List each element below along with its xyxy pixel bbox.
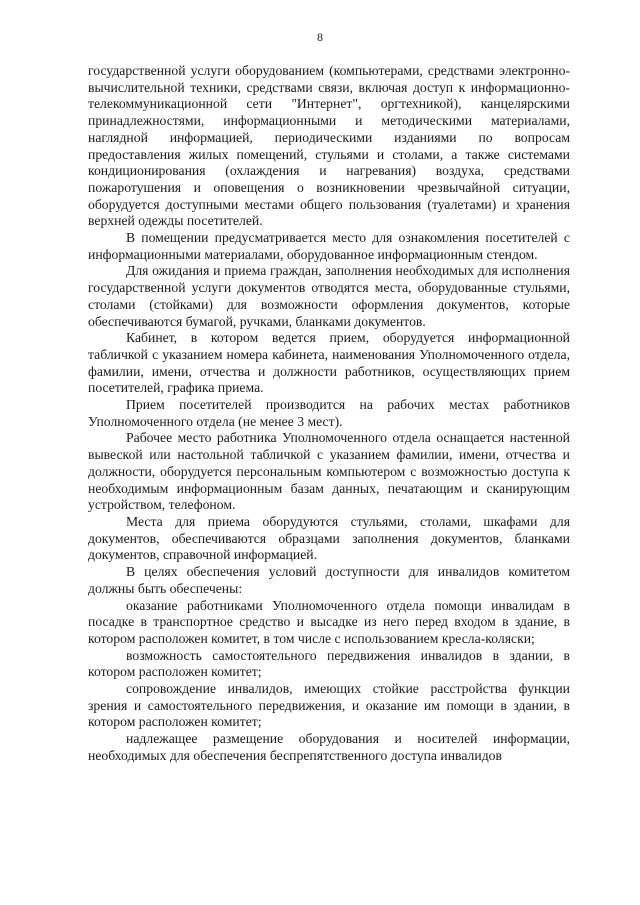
list-item-paragraph: оказание работниками Уполномоченного отдела помощи инвалидам в посадке в транспортное средство и высадке из него перед входом в здание, в котором расположен комитет, в том числе с использованием кресла-коляски; (88, 597, 570, 646)
paragraph: Для ожидания и приема граждан, заполнения необходимых для исполнения государственной услуги документов отводятся места, оборудованные стульями, столами (стойками) для возможности оформления документов, которые обеспечиваются бумагой, ручками, бланками документов. (88, 263, 570, 329)
paragraph: Прием посетителей производится на рабочих местах работников Уполномоченного отдела (не менее 3 мест). (88, 397, 570, 429)
list-item-paragraph: сопровождение инвалидов, имеющих стойкие расстройства функции зрения и самостоятельного передвижения, и оказание им помощи в здании, в котором расположен комитет; (88, 681, 570, 730)
list-item-paragraph: надлежащее размещение оборудования и носителей информации, необходимых для обеспечения беспрепятственного доступа инвалидов (88, 731, 570, 763)
paragraph: Места для приема оборудуются стульями, столами, шкафами для документов, обеспечиваются образцами заполнения документов, бланками документов, справочной информацией. (88, 513, 570, 563)
paragraph-continuation: государственной услуги оборудованием (компьютерами, средствами электронно-вычислительной техники, средствами связи, включая доступ к информационно-телекоммуникационной сети "Интернет", оргтехникой), канцелярскими принадлежностями, информационными и методическими материалами, наглядной информацией, периодическими изданиями по вопросам предоставления жилых помещений, стульями и столами, а также системами кондиционирования (охлаждения и нагревания) воздуха, средствами пожаротушения и оповещения о возникновении чрезвычайной ситуации, оборудуется доступными местами общего пользования (туалетами) и хранения верхней одежды посетителей. (88, 63, 570, 229)
body-text (88, 63, 570, 765)
page-number: 8 (317, 30, 323, 44)
paragraph: В помещении предусматривается место для ознакомления посетителей с информационными материалами, оборудованное информационным стендом. (88, 230, 570, 262)
paragraph: В целях обеспечения условий доступности для инвалидов комитетом должны быть обеспечены: (88, 564, 570, 596)
paragraph: Рабочее место работника Уполномоченного отдела оснащается настенной вывеской или настольной табличкой с указанием фамилии, имени, отчества и должности, оборудуется персональным компьютером с возможностью доступа к необходимым информационным базам данных, печатающим и сканирующим устройством, телефоном. (88, 430, 570, 513)
paragraph: Кабинет, в котором ведется прием, оборудуется информационной табличкой с указанием номера кабинета, наименования Уполномоченного отдела, фамилии, имени, отчества и должности работников, осуществляющих прием посетителей, графика приема. (88, 330, 570, 396)
list-item-paragraph: возможность самостоятельного передвижения инвалидов в здании, в котором расположен комитет; (88, 647, 570, 680)
